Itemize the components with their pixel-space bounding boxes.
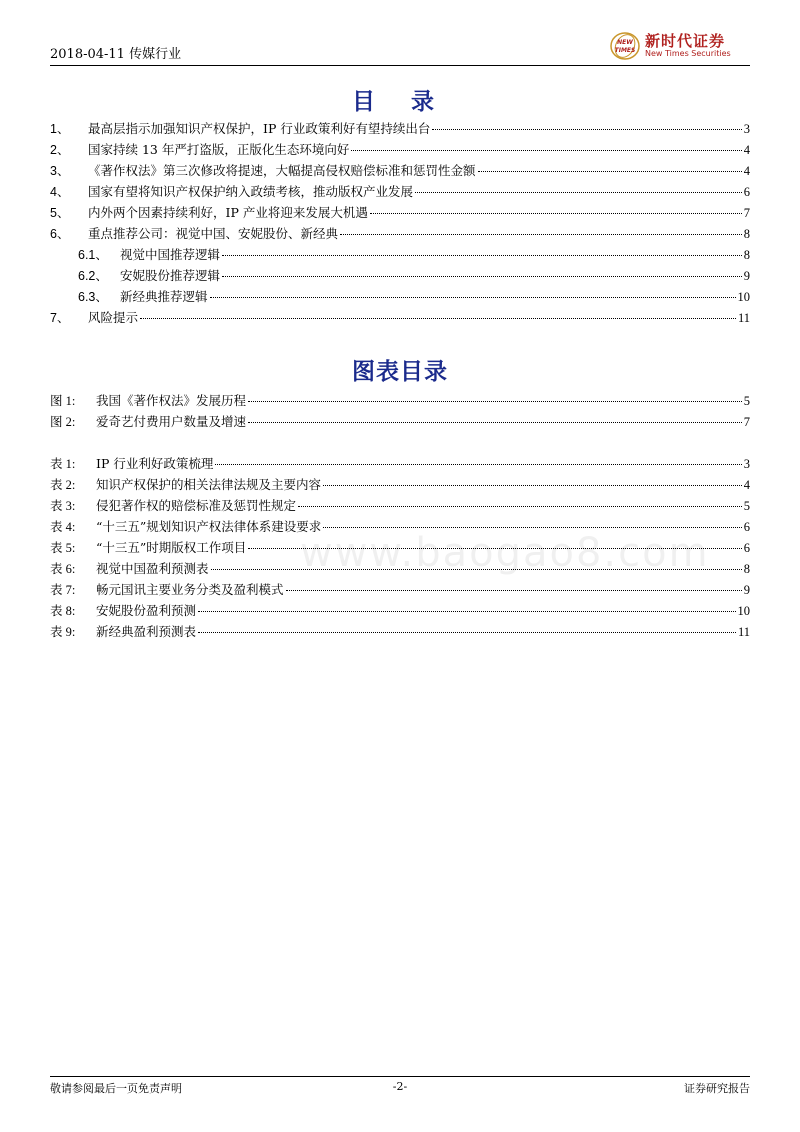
toc-entry-label: 重点推荐公司：视觉中国、安妮股份、新经典 (88, 226, 339, 241)
table-entry[interactable] (50, 475, 750, 493)
toc-entry-number: 3、 (50, 164, 70, 178)
figure-entry-label: 我国《著作权法》发展历程 (96, 393, 247, 408)
toc-entry[interactable] (50, 224, 750, 242)
table-entry[interactable] (50, 601, 750, 619)
table-entry-page: 6 (743, 520, 750, 534)
table-entry-label: 新经典盈利预测表 (96, 624, 197, 639)
dot-leader (323, 485, 742, 486)
table-entry[interactable] (50, 622, 750, 640)
dot-leader (198, 611, 735, 612)
toc-entry[interactable] (50, 308, 750, 326)
table-entry-number: 表 5: (50, 541, 76, 555)
dot-leader (323, 527, 741, 528)
dot-leader (298, 506, 742, 507)
toc-entry-number: 1、 (50, 122, 70, 136)
table-entry-page: 8 (743, 562, 750, 576)
svg-text:NEW: NEW (617, 39, 633, 46)
table-entry-label: 安妮股份盈利预测 (96, 603, 197, 618)
table-entry-number: 表 7: (50, 583, 76, 597)
dot-leader (370, 213, 742, 214)
toc-title: 目 录 (351, 88, 448, 115)
toc-entry-page: 4 (743, 164, 750, 178)
toc-entry-page: 7 (743, 206, 750, 220)
toc-entry-number: 7、 (50, 311, 70, 325)
page-number: -2- (392, 1080, 408, 1093)
toc-entry-label: 《著作权法》第三次修改将提速，大幅提高侵权赔偿标准和惩罚性金额 (88, 163, 476, 178)
toc-entry[interactable] (50, 119, 750, 137)
page-footer (50, 1080, 750, 1096)
figure-entry-number: 图 2: (50, 415, 76, 429)
toc-entry-label: 最高层指示加强知识产权保护，IP 行业政策利好有望持续出台 (88, 121, 431, 136)
toc-entry-label: 国家有望将知识产权保护纳入政绩考核，推动版权产业发展 (88, 184, 414, 199)
toc-entry-label: 安妮股份推荐逻辑 (120, 268, 221, 283)
table-entry-number: 表 3: (50, 499, 76, 513)
watermark: www.baogao8.com (300, 530, 710, 576)
toc-entry-page: 9 (743, 269, 750, 283)
table-entry-label: 畅元国讯主要业务分类及盈利模式 (96, 582, 284, 597)
figure-entry-label: 爱奇艺付费用户数量及增速 (96, 414, 247, 429)
toc-entry-page: 4 (743, 143, 750, 157)
toc-entry-label: 视觉中国推荐逻辑 (120, 247, 221, 262)
header-date-industry: 2018-04-11 传媒行业 (50, 47, 182, 62)
table-entry-number: 表 2: (50, 478, 76, 492)
toc-entry-number: 6.1、 (78, 248, 108, 262)
toc-entry-page: 3 (743, 122, 750, 136)
dot-leader (215, 464, 741, 465)
header-divider (50, 65, 750, 66)
figure-entry-number: 图 1: (50, 394, 76, 408)
dot-leader (478, 171, 742, 172)
table-entry-label: IP 行业利好政策梳理 (96, 456, 214, 471)
page-header (50, 28, 750, 64)
table-entry-number: 表 9: (50, 625, 76, 639)
table-entry-page: 4 (743, 478, 750, 492)
toc-entry-number: 2、 (50, 143, 70, 157)
table-entry-number: 表 6: (50, 562, 76, 576)
toc-subentry[interactable] (78, 245, 750, 263)
dot-leader (140, 318, 736, 319)
table-entry-label: “十三五”规划知识产权法律体系建设要求 (96, 519, 322, 534)
toc-entry[interactable] (50, 203, 750, 221)
figure-entry[interactable] (50, 412, 750, 430)
table-entry[interactable] (50, 580, 750, 598)
table-entry-label: 侵犯著作权的赔偿标准及惩罚性规定 (96, 498, 297, 513)
logo-chinese-name: 新时代证券 (645, 32, 726, 50)
dot-leader (248, 422, 742, 423)
table-entry-label: 视觉中国盈利预测表 (96, 561, 209, 576)
table-entry-page: 6 (743, 541, 750, 555)
figure-entry-page: 7 (743, 415, 750, 429)
toc-entry-number: 6.2、 (78, 269, 108, 283)
toc-entry-label: 新经典推荐逻辑 (120, 289, 208, 304)
toc-entry-label: 风险提示 (88, 310, 139, 325)
toc-entry-number: 6、 (50, 227, 70, 241)
table-entry[interactable] (50, 496, 750, 514)
table-entry-number: 表 8: (50, 604, 76, 618)
toc-entry-page: 11 (737, 311, 750, 325)
footer-divider (50, 1076, 750, 1077)
table-entry-page: 9 (743, 583, 750, 597)
company-logo (600, 30, 750, 60)
toc-entry-page: 10 (737, 290, 750, 304)
toc-entry-label: 国家持续 13 年严打盗版，正版化生态环境向好 (88, 142, 350, 157)
table-entry-number: 表 4: (50, 520, 76, 534)
dot-leader (222, 255, 742, 256)
toc-entry-label: 内外两个因素持续利好，IP 产业将迎来发展大机遇 (88, 205, 368, 220)
toc-entry-number: 4、 (50, 185, 70, 199)
toc-entry-page: 8 (743, 227, 750, 241)
table-entry-page: 5 (743, 499, 750, 513)
dot-leader (198, 632, 736, 633)
logo-english-name: New Times Securities (645, 49, 731, 58)
toc-entry[interactable] (50, 182, 750, 200)
toc-entry[interactable] (50, 140, 750, 158)
table-entry-label: 知识产权保护的相关法律法规及主要内容 (96, 477, 322, 492)
new-times-logo-icon (610, 32, 640, 60)
table-entry-page: 11 (737, 625, 750, 639)
toc-entry-number: 5、 (50, 206, 70, 220)
dot-leader (210, 297, 736, 298)
dot-leader (286, 590, 742, 591)
table-entry-number: 表 1: (50, 457, 76, 471)
table-entry-label: “十三五”时期版权工作项目 (96, 540, 247, 555)
toc-entry-number: 6.3、 (78, 290, 108, 304)
figure-entry-page: 5 (743, 394, 750, 408)
figure-table-toc-title: 图表目录 (352, 358, 448, 385)
dot-leader (415, 192, 742, 193)
dot-leader (432, 129, 741, 130)
table-entry-page: 10 (737, 604, 750, 618)
toc-entry-page: 8 (743, 248, 750, 262)
table-entry[interactable] (50, 454, 750, 472)
toc-entry-page: 6 (743, 185, 750, 199)
toc-subentry[interactable] (78, 287, 750, 305)
dot-leader (340, 234, 742, 235)
svg-text:TIMES: TIMES (614, 47, 636, 54)
dot-leader (222, 276, 742, 277)
footer-disclaimer: 敬请参阅最后一页免责声明 (50, 1082, 182, 1095)
toc-subentry[interactable] (78, 266, 750, 284)
footer-report-type: 证券研究报告 (684, 1082, 750, 1095)
dot-leader (351, 150, 741, 151)
figure-entry[interactable] (50, 391, 750, 409)
table-entry-page: 3 (743, 457, 750, 471)
dot-leader (248, 401, 742, 402)
toc-entry[interactable] (50, 161, 750, 179)
